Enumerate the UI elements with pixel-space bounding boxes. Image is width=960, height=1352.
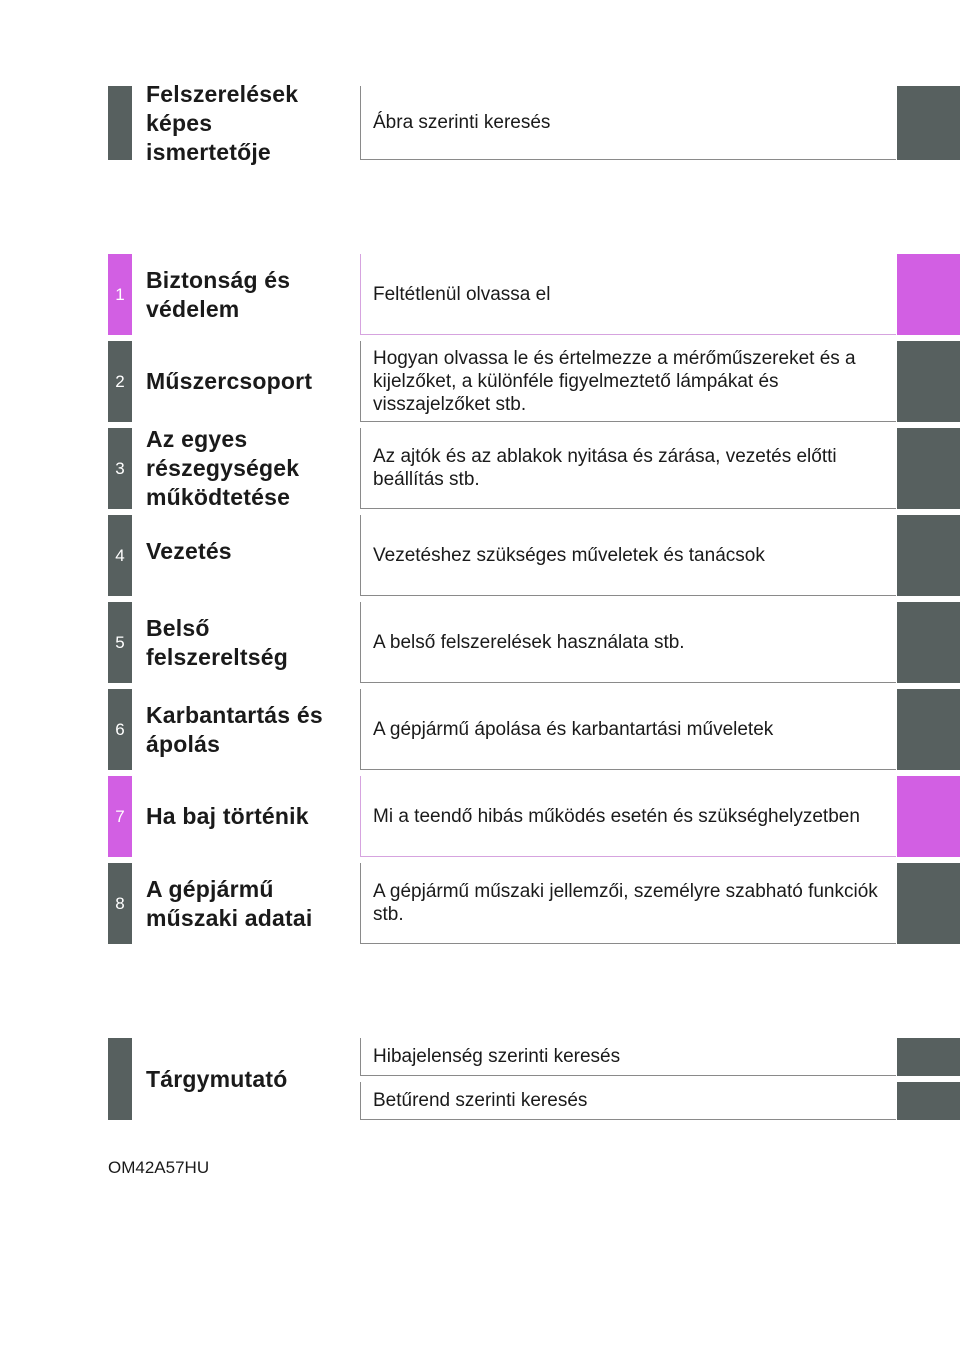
chapter-title: Műszercsoport — [146, 368, 313, 394]
chapter-number: 5 — [108, 602, 132, 683]
chapter-desc[interactable]: Az ajtók és az ablakok nyitása és zárása, vezetés előtti beállítás stb. — [360, 428, 896, 509]
chapter-desc[interactable]: Hogyan olvassa le és értelmezze a mérőműszereket és a kijelzőket, a különféle figyelmeztető lámpákat és visszajelzőket stb. — [360, 341, 896, 422]
chapter-number: 2 — [108, 341, 132, 422]
chapter-row-4[interactable] — [108, 515, 960, 596]
chapter-row-8[interactable] — [108, 863, 960, 944]
chapter-title: Vezetés — [146, 538, 232, 564]
chapter-desc[interactable]: A belső felszerelések használata stb. — [360, 602, 896, 683]
chapter-title: Belső felszereltség — [146, 614, 288, 670]
tab-right-marker — [897, 254, 960, 335]
chapter-desc[interactable]: A gépjármű ápolása és karbantartási műveletek — [360, 689, 896, 770]
chapter-title: A gépjármű műszaki adatai — [146, 875, 313, 931]
tab-right-marker — [897, 602, 960, 683]
index-desc-symptom[interactable]: Hibajelenség szerinti keresés — [360, 1038, 896, 1076]
chapter-row-6[interactable] — [108, 689, 960, 770]
chapter-number: 6 — [108, 689, 132, 770]
tab-right-marker — [897, 689, 960, 770]
chapter-title: Biztonság és védelem — [146, 266, 291, 322]
tab-right-marker — [897, 428, 960, 509]
chapter-desc[interactable]: Feltétlenül olvassa el — [360, 254, 896, 335]
tab-right-marker — [897, 863, 960, 944]
chapter-row-7[interactable] — [108, 776, 960, 857]
tab-right-marker-top — [897, 1038, 960, 1076]
chapter-number: 7 — [108, 776, 132, 857]
chapter-number: 1 — [108, 254, 132, 335]
chapter-desc[interactable]: A gépjármű műszaki jellemzői, személyre szabható funkciók stb. — [360, 863, 896, 944]
tab-left-marker — [108, 1038, 132, 1120]
chapter-title: Karbantartás és ápolás — [146, 701, 323, 757]
index-desc-alphabetical[interactable]: Betűrend szerinti keresés — [360, 1082, 896, 1120]
chapter-row-3[interactable] — [108, 428, 960, 509]
chapter-row-5[interactable] — [108, 602, 960, 683]
pictorial-index-title: Felszerelések képes ismertetője — [146, 80, 299, 165]
pictorial-index-desc[interactable]: Ábra szerinti keresés — [360, 86, 896, 160]
chapter-number: 3 — [108, 428, 132, 509]
chapter-number: 4 — [108, 515, 132, 596]
chapter-title: Ha baj történik — [146, 803, 309, 829]
tab-right-marker — [897, 341, 960, 422]
chapter-row-1[interactable] — [108, 254, 960, 335]
chapter-desc[interactable]: Mi a teendő hibás működés esetén és szükséghelyzetben — [360, 776, 896, 857]
index-row[interactable] — [108, 1038, 960, 1120]
tab-right-marker — [897, 515, 960, 596]
chapter-number: 8 — [108, 863, 132, 944]
pictorial-index-row[interactable] — [108, 80, 960, 165]
chapter-title: Az egyes részegységek működtetése — [146, 426, 300, 510]
tab-right-marker — [897, 86, 960, 160]
chapter-row-2[interactable] — [108, 341, 960, 422]
index-title: Tárgymutató — [146, 1065, 288, 1092]
document-code: OM42A57HU — [108, 1158, 210, 1177]
tab-right-marker — [897, 776, 960, 857]
chapter-desc[interactable]: Vezetéshez szükséges műveletek és tanácsok — [360, 515, 896, 596]
tab-left-marker — [108, 86, 132, 160]
tab-right-marker-bottom — [897, 1082, 960, 1120]
